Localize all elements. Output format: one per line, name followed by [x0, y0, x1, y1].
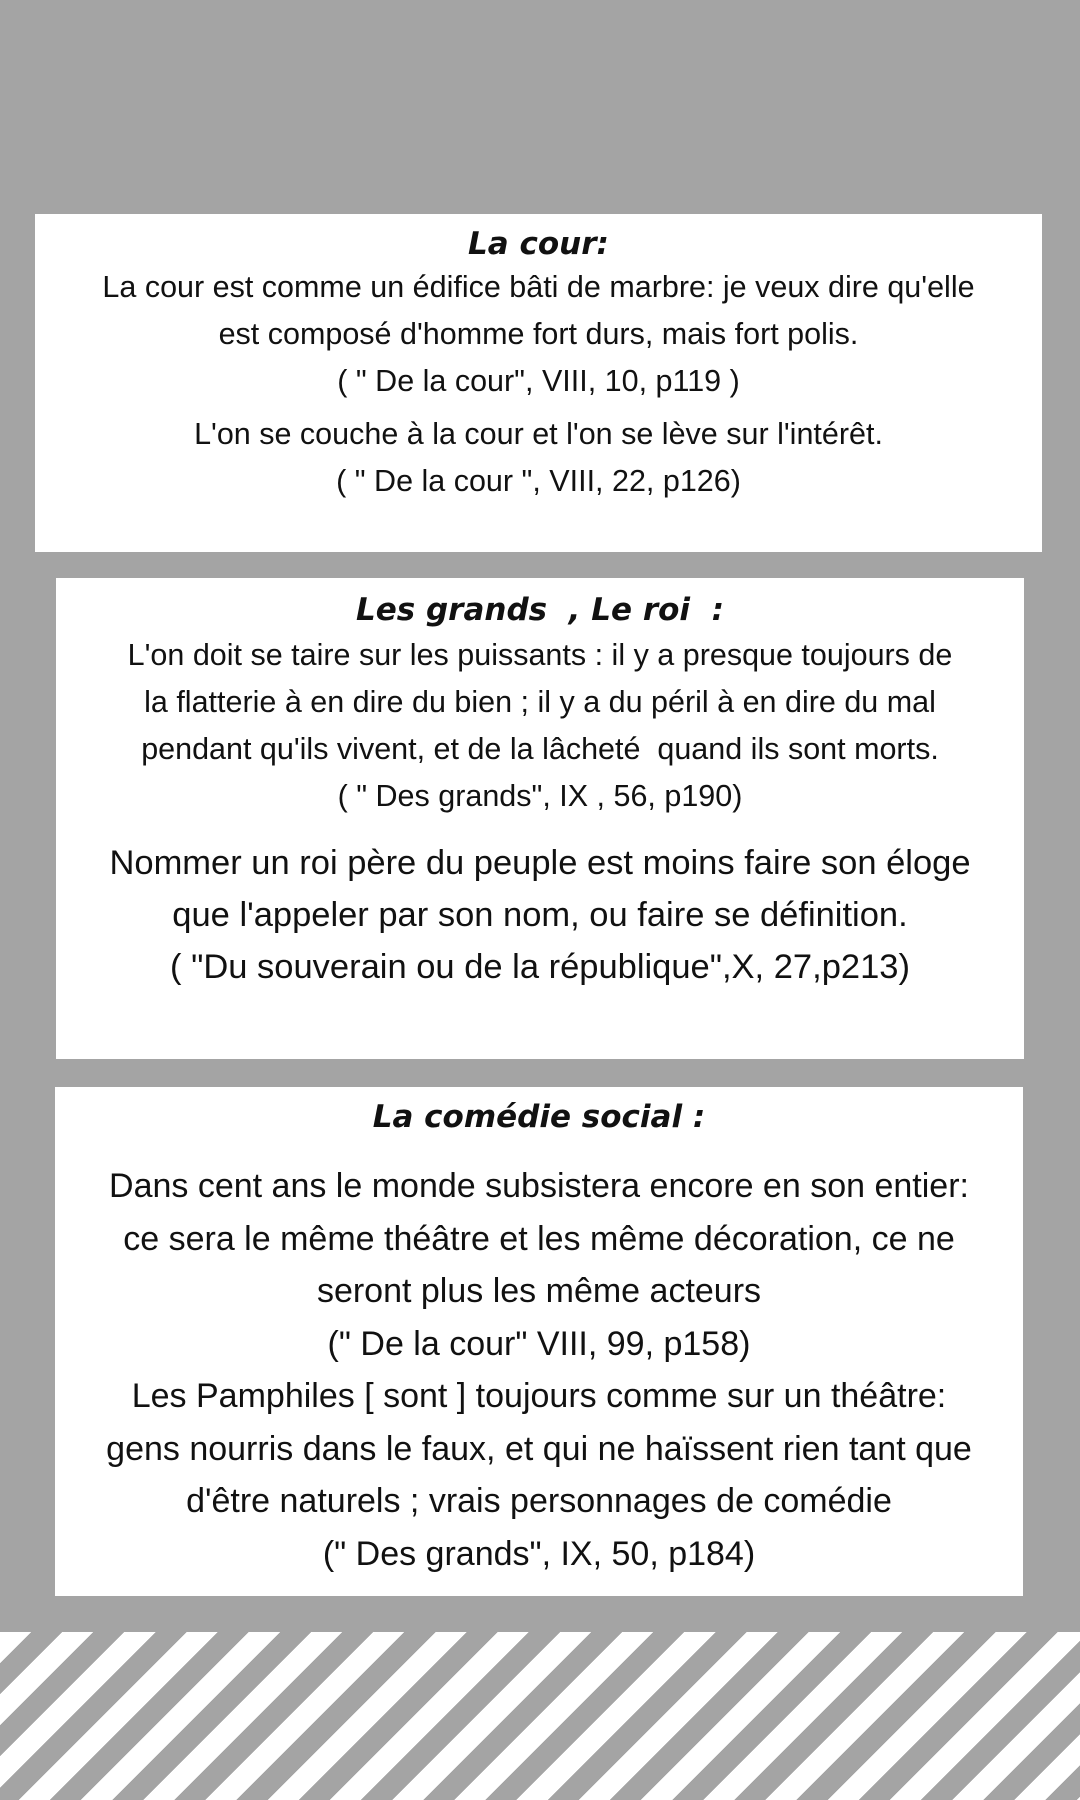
quote-line: la flatterie à en dire du bien ; il y a du péril à en dire du mal: [144, 685, 936, 719]
quote-line: Les Pamphiles [ sont ] toujours comme sur un théâtre:: [131, 1377, 947, 1415]
section-card-les-grands-le-roi: [56, 578, 1024, 1059]
quote-line: L'on se couche à la cour et l'on se lève sur l'intérêt.: [194, 417, 883, 451]
section-card-la-comedie-social: [55, 1087, 1023, 1596]
quote-citation: ( " De la cour ", VIII, 22, p126): [336, 464, 741, 498]
quote-citation: (" Des grands", IX, 50, p184): [322, 1534, 756, 1573]
section-title: Les grands , Le roi :: [355, 592, 725, 628]
quote-line: ce sera le même théâtre et les même décoration, ce ne: [123, 1219, 955, 1258]
decorative-stripes: [0, 1632, 1080, 1800]
quote-paragraph: [35, 264, 1042, 405]
quote-line: seront plus les même acteurs: [316, 1272, 762, 1310]
quote-citation: ( " De la cour", VIII, 10, p119 ): [337, 364, 740, 398]
quote-line: d'être naturels ; vrais personnages de comédie: [186, 1482, 892, 1520]
quote-paragraph: [55, 1370, 1023, 1580]
quote-line: La cour est comme un édifice bâti de marbre: je veux dire qu'elle: [102, 270, 975, 304]
quote-citation: ( "Du souverain ou de la république",X, 27,p213): [170, 948, 910, 986]
quote-paragraph: [56, 837, 1024, 993]
quote-line: L'on doit se taire sur les puissants : il y a presque toujours de: [127, 638, 953, 672]
quote-line: Dans cent ans le monde subsistera encore en son entier:: [109, 1167, 969, 1205]
section-title: La cour:: [468, 226, 609, 262]
quote-line: que l'appeler par son nom, ou faire se définition.: [172, 896, 908, 934]
section-card-la-cour: [35, 214, 1042, 552]
section-title: La comédie social :: [372, 1099, 706, 1135]
quote-line: est composé d'homme fort durs, mais fort polis.: [218, 317, 859, 351]
quote-paragraph: [55, 1160, 1023, 1370]
quote-line: gens nourris dans le faux, et qui ne haïssent rien tant que: [106, 1429, 972, 1468]
quote-line: pendant qu'ils vivent, et de la lâcheté quand ils sont morts.: [141, 732, 939, 766]
quote-paragraph: [35, 411, 1042, 505]
quote-citation: (" De la cour" VIII, 99, p158): [327, 1324, 751, 1363]
quote-line: Nommer un roi père du peuple est moins faire son éloge: [109, 844, 971, 882]
quote-citation: ( " Des grands", IX , 56, p190): [337, 779, 743, 813]
quote-paragraph: [56, 632, 1024, 820]
